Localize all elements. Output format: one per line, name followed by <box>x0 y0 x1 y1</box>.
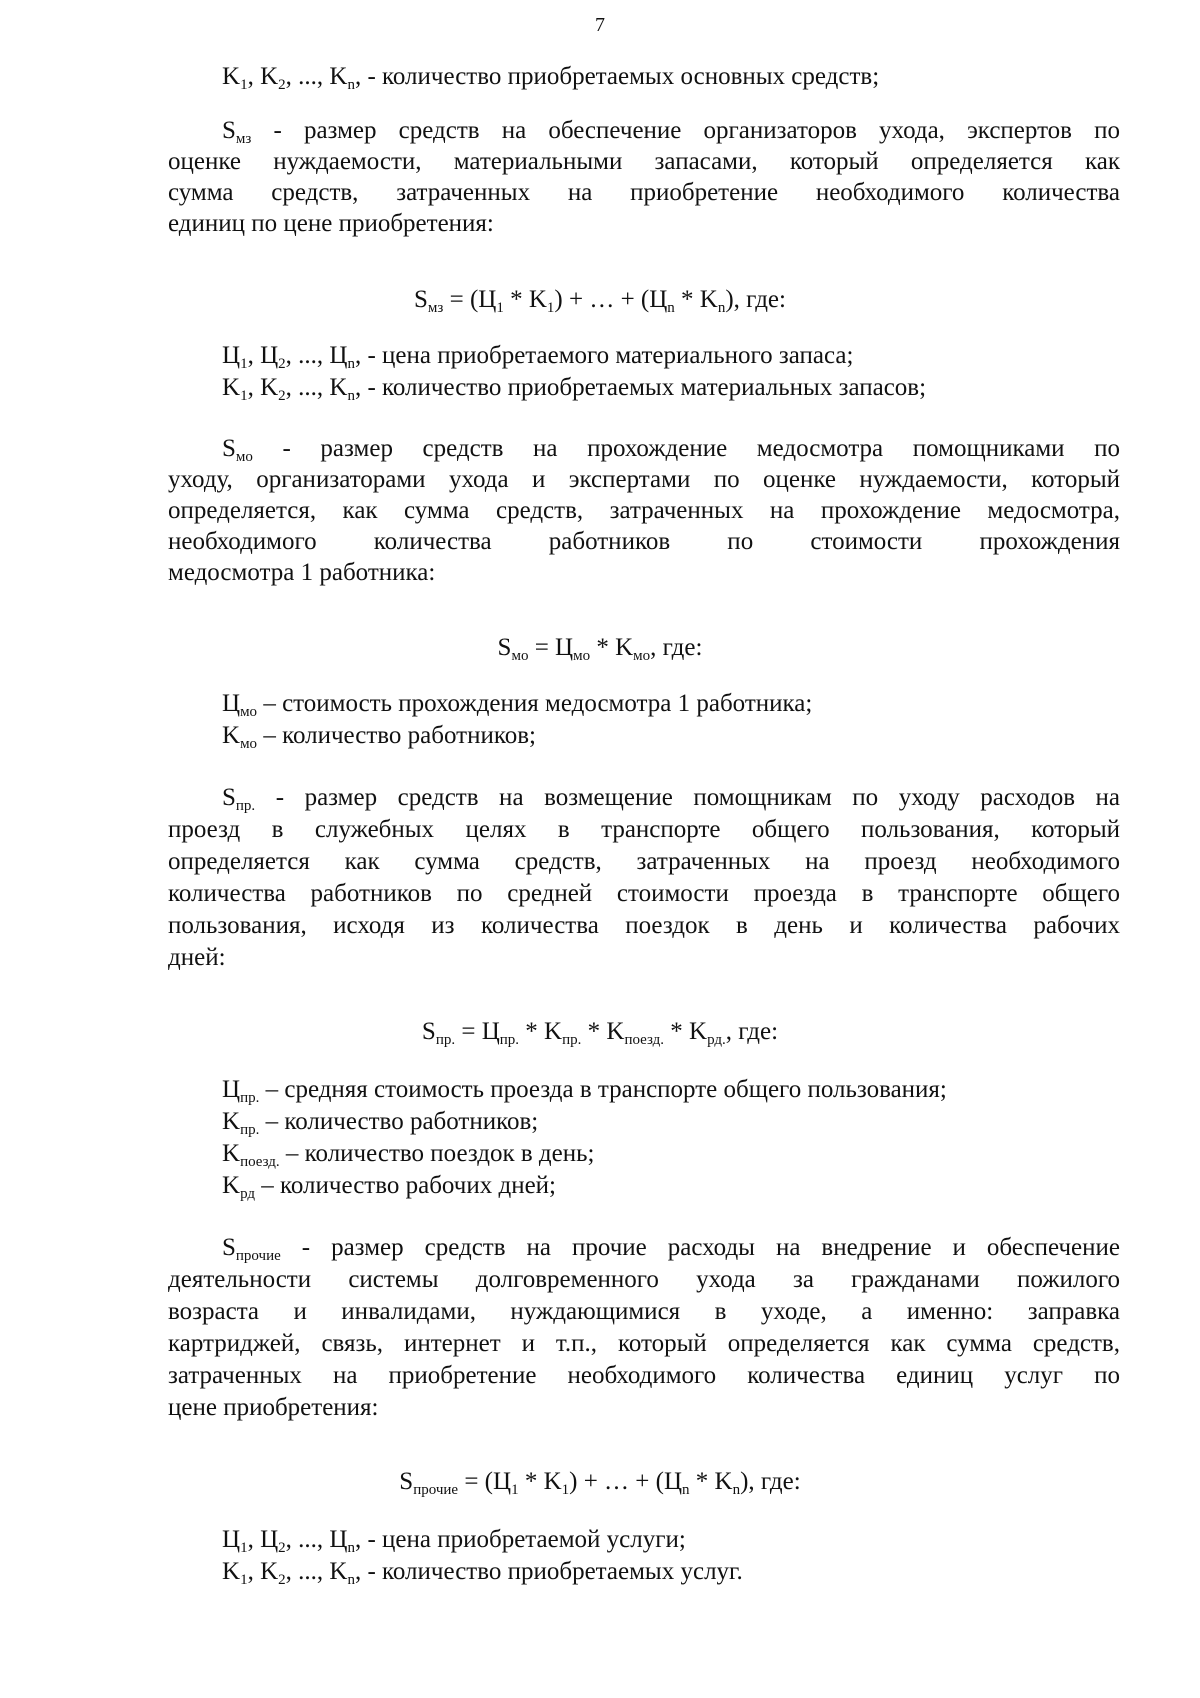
paragraph-line: затраченных на приобретение необходимого количества единиц услуг по <box>168 1362 1120 1389</box>
paragraph-line: сумма средств, затраченных на приобретение необходимого количества <box>168 179 1120 206</box>
definition-line: $K_{поезд.}$ – количество поездок в день; <box>222 1140 595 1170</box>
paragraph-line: возраста и инвалидами, нуждающимися в уходе, а именно: заправка <box>168 1298 1120 1325</box>
definition-line: $K_1$, $K_2$, ..., $K_n$, - количество приобретаемых основных средств; <box>222 63 880 93</box>
paragraph-line: $S_{мо}$ - размер средств на прохождение медосмотра помощниками по <box>222 435 1120 465</box>
paragraph-line: необходимого количества работников по стоимости прохождения <box>168 528 1120 555</box>
definition-line: $K_{мо}$ – количество работников; <box>222 722 536 752</box>
definition-line: $K_1$, $K_2$, ..., $K_n$, - количество приобретаемых материальных запасов; <box>222 374 927 404</box>
paragraph-line: $S_{пр.}$ - размер средств на возмещение помощникам по уходу расходов на <box>222 784 1120 814</box>
paragraph-line: цене приобретения: <box>168 1394 379 1421</box>
formula-line: $S_{мз} = (Ц_1 * K_1)$ + … + $(Ц_n * K_n)$, где: <box>414 286 786 316</box>
definition-line: $K_1$, $K_2$, ..., $K_n$, - количество приобретаемых услуг. <box>222 1558 743 1588</box>
definition-line: $Ц_1$, $Ц_2$, ..., $Ц_n$, - цена приобретаемого материального запаса; <box>222 342 854 372</box>
paragraph-line: $S_{прочие}$ - размер средств на прочие расходы на внедрение и обеспечение <box>222 1234 1120 1264</box>
paragraph-line: деятельности системы долговременного ухода за гражданами пожилого <box>168 1266 1120 1293</box>
paragraph-line: оценке нуждаемости, материальными запасами, который определяется как <box>168 148 1120 175</box>
paragraph-line: дней: <box>168 944 226 971</box>
formula-line: $S_{прочие} = (Ц_1 * K_1)$ + … + $(Ц_n * K_n)$, где: <box>399 1468 801 1498</box>
definition-line: $K_{пр.}$ – количество работников; <box>222 1108 539 1138</box>
paragraph-line: уходу, организаторами ухода и экспертами по оценке нуждаемости, который <box>168 466 1120 493</box>
formula-line: $S_{мо} = Ц_{мо} * K_{мо}$, где: <box>497 634 703 664</box>
definition-line: $K_{рд}$ – количество рабочих дней; <box>222 1172 556 1202</box>
paragraph-line: пользования, исходя из количества поездок в день и количества рабочих <box>168 912 1120 939</box>
paragraph-line: картриджей, связь, интернет и т.п., который определяется как сумма средств, <box>168 1330 1120 1357</box>
paragraph-line: определяется как сумма средств, затраченных на проезд необходимого <box>168 848 1120 875</box>
definition-line: $Ц_{мо}$ – стоимость прохождения медосмотра 1 работника; <box>222 690 813 720</box>
definition-line: $Ц_{пр.}$ – средняя стоимость проезда в транспорте общего пользования; <box>222 1076 947 1106</box>
paragraph-line: определяется, как сумма средств, затраченных на прохождение медосмотра, <box>168 497 1120 524</box>
definition-line: $Ц_1$, $Ц_2$, ..., $Ц_n$, - цена приобретаемой услуги; <box>222 1526 686 1556</box>
paragraph-line: $S_{мз}$ - размер средств на обеспечение организаторов ухода, экспертов по <box>222 117 1120 147</box>
page-number: 7 <box>595 14 605 36</box>
paragraph-line: медосмотра 1 работника: <box>168 559 436 586</box>
paragraph-line: проезд в служебных целях в транспорте общего пользования, который <box>168 816 1120 843</box>
paragraph-line: количества работников по средней стоимости проезда в транспорте общего <box>168 880 1120 907</box>
paragraph-line: единиц по цене приобретения: <box>168 210 494 237</box>
formula-line: $S_{пр.} = Ц_{пр.} * K_{пр.} * K_{поезд.} * K_{рд.}$, где: <box>421 1018 779 1048</box>
